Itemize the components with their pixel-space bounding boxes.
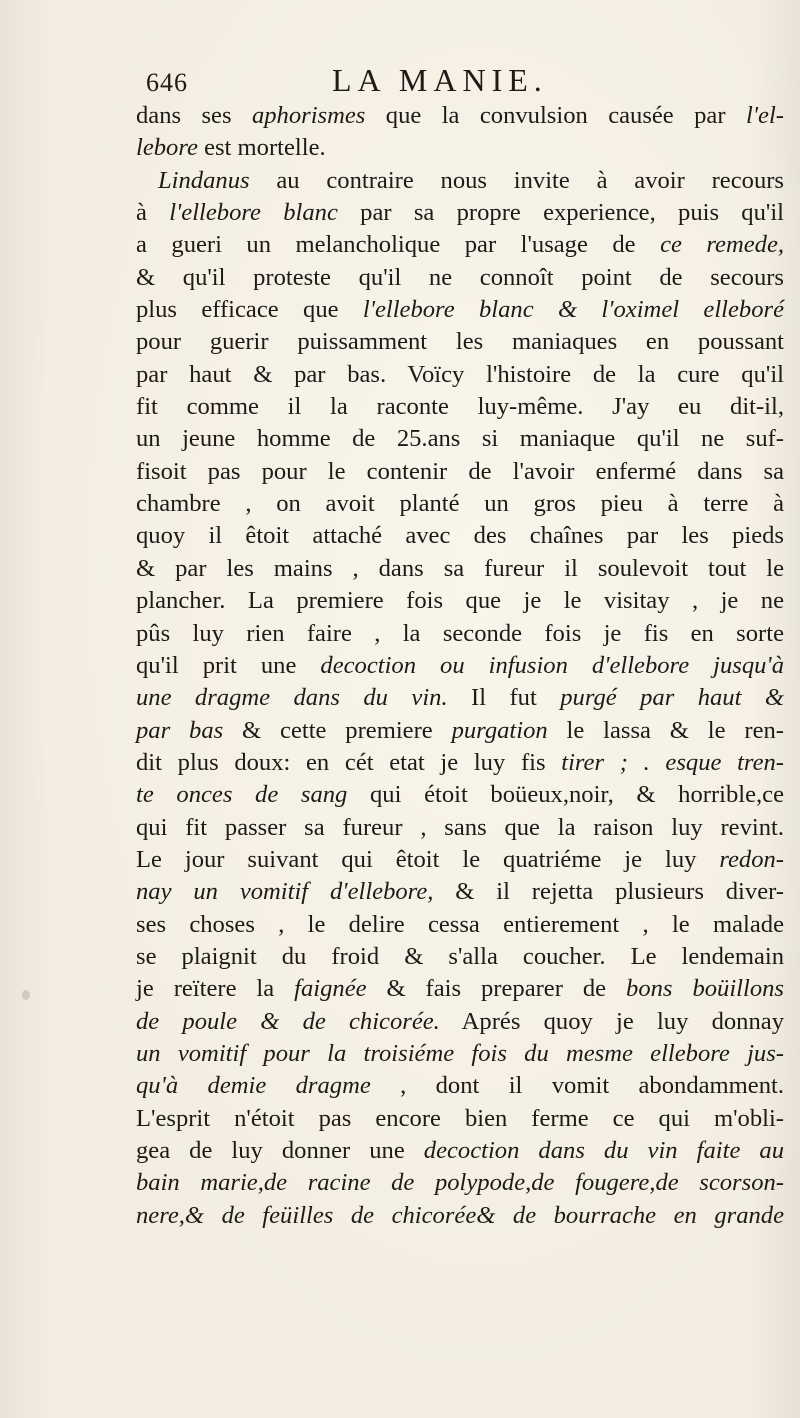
- text-run: pour guerir puissamment les maniaques en poussant: [136, 328, 784, 356]
- italic-run: Lindanus: [158, 166, 250, 194]
- text-run: qu'il prit une: [136, 651, 321, 679]
- text-line: [136, 1070, 784, 1102]
- text-line: [136, 359, 784, 391]
- text-line: [136, 585, 784, 617]
- text-line: [136, 747, 784, 779]
- text-line: [136, 326, 784, 358]
- italic-run: bain marie,de racine de polypode,de fougere,de scorson-: [136, 1169, 784, 1197]
- text-line: [136, 941, 784, 973]
- italic-run: tirer ; . esque tren-: [561, 748, 784, 776]
- italic-run: l'ellebore blanc & l'oximel elleboré: [362, 296, 784, 324]
- text-run: pûs luy rien faire , la seconde fois je fis en sorte: [136, 619, 784, 647]
- text-line: [136, 650, 784, 682]
- text-run: L'esprit n'étoit pas encore bien ferme ce qui m'obli-: [136, 1104, 784, 1132]
- text-line: [136, 1200, 784, 1232]
- italic-run: bons boüillons: [626, 975, 784, 1003]
- text-run: a gueri un melancholique par l'usage de: [136, 231, 661, 259]
- text-line: [136, 812, 784, 844]
- text-run: , dont il vomit abondamment.: [370, 1072, 784, 1100]
- italic-run: qu'à demie dragme: [136, 1072, 371, 1100]
- text-run: quoy il êtoit attaché avec des chaînes par les pieds: [136, 522, 784, 550]
- body-text: [136, 100, 784, 1232]
- text-line: [136, 1038, 784, 1070]
- italic-run: redon-: [719, 845, 784, 873]
- text-run: Aprés quoy je luy donnay: [439, 1007, 784, 1035]
- text-run: fit comme il la raconte luy-même. J'ay eu dit-il,: [136, 393, 784, 421]
- text-run: & fais preparer de: [366, 975, 627, 1003]
- text-line: [136, 844, 784, 876]
- text-run: chambre , on avoit planté un gros pieu à terre à: [136, 490, 784, 518]
- text-run: le lassa & le ren-: [547, 716, 784, 744]
- paper-stain: [22, 990, 30, 1000]
- text-line: [136, 132, 784, 164]
- text-line: [136, 682, 784, 714]
- running-title: LA MANIE.: [332, 62, 548, 98]
- italic-run: nay un vomitif d'ellebore,: [136, 878, 434, 906]
- italic-run: ce remede,: [660, 231, 785, 259]
- text-run: & cette premiere: [223, 716, 452, 744]
- text-line: [136, 520, 784, 552]
- text-run: plus efficace que: [136, 296, 363, 324]
- text-line: [136, 715, 784, 747]
- text-run: se plaignit du froid & s'alla coucher. Le lendemain: [136, 942, 784, 970]
- text-run: & par les mains , dans sa fureur il soulevoit tout le: [136, 554, 784, 582]
- text-line: [136, 909, 784, 941]
- text-run: plancher. La premiere fois que je le visitay , je ne: [136, 587, 784, 615]
- text-line: [136, 618, 784, 650]
- text-run: Il fut: [447, 684, 561, 712]
- text-run: au contraire nous invite à avoir recours: [249, 166, 784, 194]
- italic-run: aphorismes: [251, 102, 366, 129]
- text-run: par haut & par bas. Voïcy l'histoire de la cure qu'il: [136, 360, 784, 388]
- italic-run: un vomitif pour la troisiéme fois du mesme ellebore jus-: [136, 1039, 784, 1067]
- text-run: je reïtere la: [136, 975, 295, 1003]
- text-run: que la convulsion causée par: [365, 102, 746, 129]
- italic-run: l'el-: [745, 102, 784, 129]
- text-line: [136, 1103, 784, 1135]
- text-line: [136, 100, 784, 132]
- italic-run: faignée: [294, 975, 367, 1003]
- italic-run: par bas: [136, 716, 224, 744]
- text-run: fisoit pas pour le contenir de l'avoir enfermé dans sa: [136, 457, 784, 485]
- text-line: [136, 1135, 784, 1167]
- text-run: gea de luy donner une: [136, 1137, 424, 1164]
- text-line: [136, 1006, 784, 1038]
- text-run: qui étoit boüeux,noir, & horrible,ce: [347, 781, 785, 809]
- text-line: [136, 423, 784, 455]
- text-line: [136, 294, 784, 326]
- italic-run: purgé par haut &: [560, 684, 784, 712]
- text-line: [136, 1167, 784, 1199]
- italic-run: lebore: [136, 134, 198, 162]
- text-line: [136, 197, 784, 229]
- italic-run: une dragme dans du vin.: [136, 684, 448, 712]
- running-head: [146, 62, 646, 102]
- text-run: & qu'il proteste qu'il ne connoît point de secours: [136, 263, 784, 291]
- text-line: [136, 229, 784, 261]
- text-run: par sa propre experience, puis qu'il: [337, 199, 784, 227]
- text-run: & il rejetta plusieurs diver-: [433, 878, 784, 906]
- text-line: [136, 391, 784, 423]
- text-line: [136, 262, 784, 294]
- text-run: à: [136, 199, 170, 227]
- text-run: dit plus doux: en cét etat je luy fis: [136, 748, 562, 776]
- italic-run: de poule & de chicorée.: [136, 1007, 440, 1035]
- text-line: [136, 876, 784, 908]
- italic-run: nere,& de feüilles de chicorée& de bourrache en grande: [136, 1201, 784, 1229]
- text-line: [136, 488, 784, 520]
- italic-run: l'ellebore blanc: [169, 199, 338, 227]
- italic-run: decoction ou infusion d'ellebore jusqu'à: [320, 651, 784, 679]
- italic-run: decoction dans du vin faite au: [423, 1137, 784, 1164]
- italic-run: purgation: [451, 716, 548, 744]
- text-line: [136, 973, 784, 1005]
- italic-run: te onces de sang: [136, 781, 348, 809]
- text-line: [136, 553, 784, 585]
- text-run: un jeune homme de 25.ans si maniaque qu'il ne suf-: [136, 425, 784, 453]
- page-number: 646: [146, 68, 188, 97]
- text-run: ses choses , le delire cessa entierement , le malade: [136, 910, 784, 938]
- text-run: qui fit passer sa fureur , sans que la raison luy revint.: [136, 813, 784, 841]
- text-run: est mortelle.: [197, 134, 326, 162]
- text-line: [136, 165, 784, 197]
- text-line: [136, 456, 784, 488]
- text-run: Le jour suivant qui êtoit le quatriéme je luy: [136, 845, 720, 873]
- text-run: dans ses: [136, 102, 252, 129]
- text-line: [136, 779, 784, 811]
